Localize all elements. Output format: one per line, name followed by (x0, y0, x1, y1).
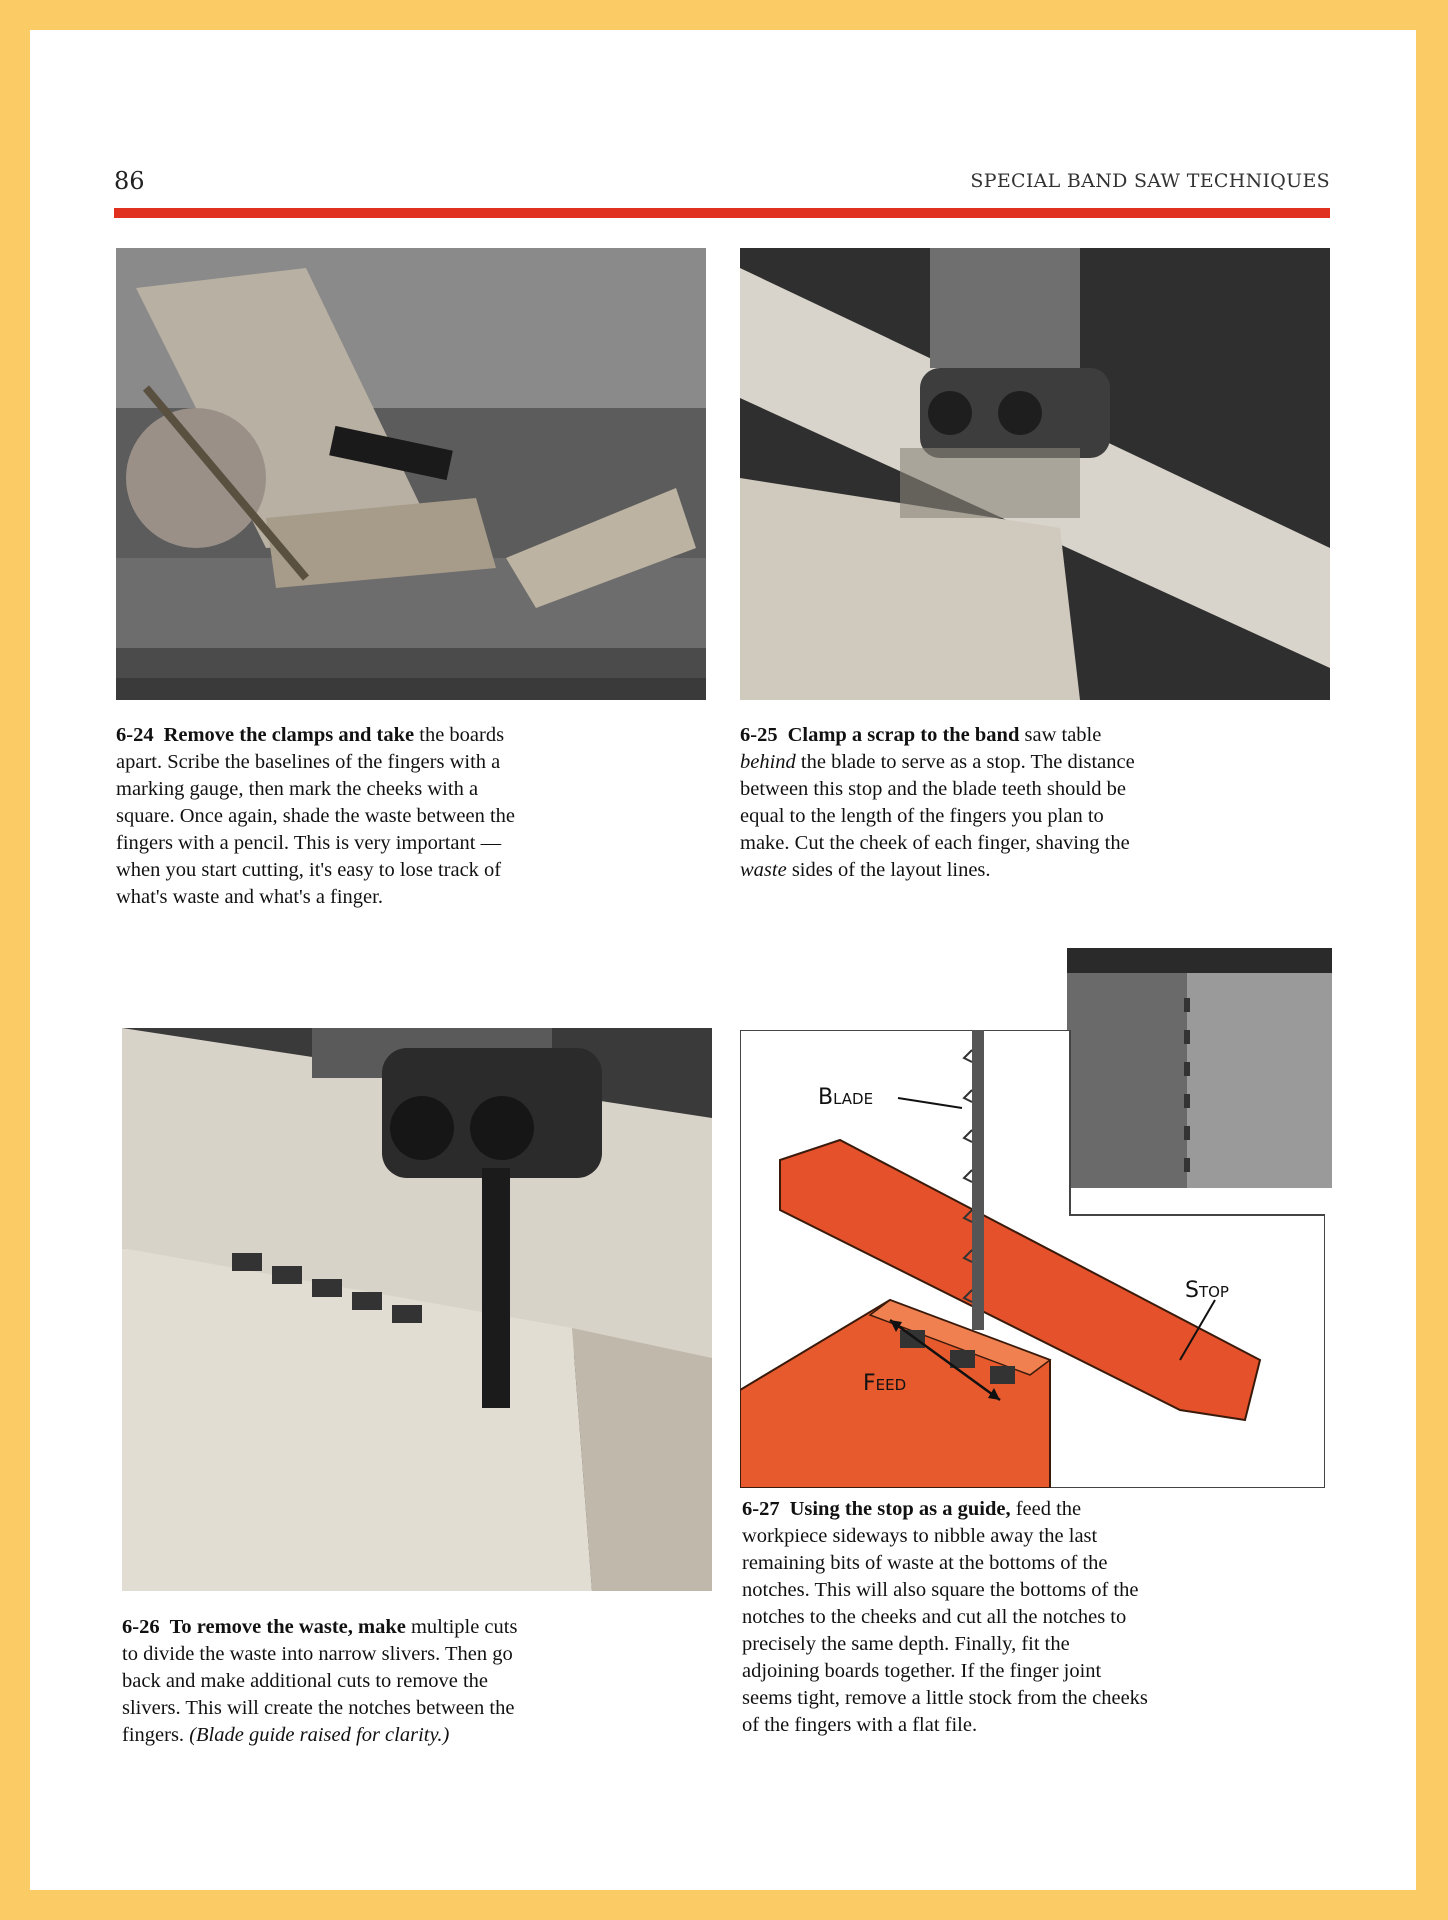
stop-guide-diagram (740, 1030, 1325, 1488)
caption-body-part-1: saw table (1024, 724, 1102, 746)
photo-6-26 (122, 1028, 712, 1591)
caption-emphasis: waste (740, 859, 787, 881)
figure-number: 6-26 (122, 1616, 160, 1638)
caption-emphasis: (Blade guide raised for clarity.) (189, 1724, 450, 1746)
caption-body-part-3: sides of the layout lines. (791, 859, 991, 881)
running-head: SPECIAL BAND SAW TECHNIQUES (970, 170, 1330, 192)
caption-emphasis: behind (740, 751, 796, 773)
caption-6-24 (116, 722, 526, 911)
photo-6-24 (116, 248, 706, 700)
figure-number: 6-25 (740, 724, 778, 746)
caption-lead: Clamp a scrap to the band (787, 724, 1020, 746)
blade-shape (972, 1030, 984, 1330)
photo-band-saw-stop-image (740, 248, 1330, 700)
caption-body: feed the workpiece sideways to nibble away the last remaining bits of waste at the bottoms of the notches. This will also square the bottoms of the notches to the cheeks and cut all the notches to precisely the same depth. Finally, fit the adjoining boards together. If the finger joint seems tight, remove a little stock from the cheeks of the fingers with a flat file. (742, 1498, 1148, 1736)
blade-label: Blade (818, 1085, 874, 1110)
figure-number: 6-24 (116, 724, 154, 746)
diagram-6-27 (740, 1030, 1325, 1488)
caption-body: multiple cuts to divide the waste into narrow slivers. Then go back and make additional cuts to remove the slivers. This will create the notches between the fingers. (122, 1616, 518, 1746)
caption-6-26 (122, 1614, 532, 1749)
photo-6-25 (740, 248, 1330, 700)
caption-body: the boards apart. Scribe the baselines of the fingers with a marking gauge, then mark the cheeks with a square. Once again, shade the waste between the fingers with a pencil. This is very important — when you start cutting, it's easy to lose track of what's waste and what's a finger. (116, 724, 516, 908)
figure-number: 6-27 (742, 1498, 780, 1520)
caption-6-25 (740, 722, 1150, 884)
page-header (114, 137, 1330, 197)
caption-lead: To remove the waste, make (169, 1616, 406, 1638)
header-rule (114, 208, 1330, 218)
photo-removing-waste-image (122, 1028, 712, 1591)
page-number: 86 (114, 167, 145, 195)
photo-marking-fingers-image (116, 248, 706, 700)
caption-body-part-2: the blade to serve as a stop. The distance between this stop and the blade teeth should be equal to the length of the fingers you plan to make. Cut the cheek of each finger, shaving the (740, 751, 1135, 854)
caption-6-27 (742, 1496, 1152, 1739)
caption-lead: Using the stop as a guide, (789, 1498, 1011, 1520)
book-page (30, 30, 1416, 1890)
stop-label: Stop (1185, 1278, 1229, 1303)
caption-lead: Remove the clamps and take (163, 724, 415, 746)
feed-label: Feed (863, 1371, 907, 1396)
